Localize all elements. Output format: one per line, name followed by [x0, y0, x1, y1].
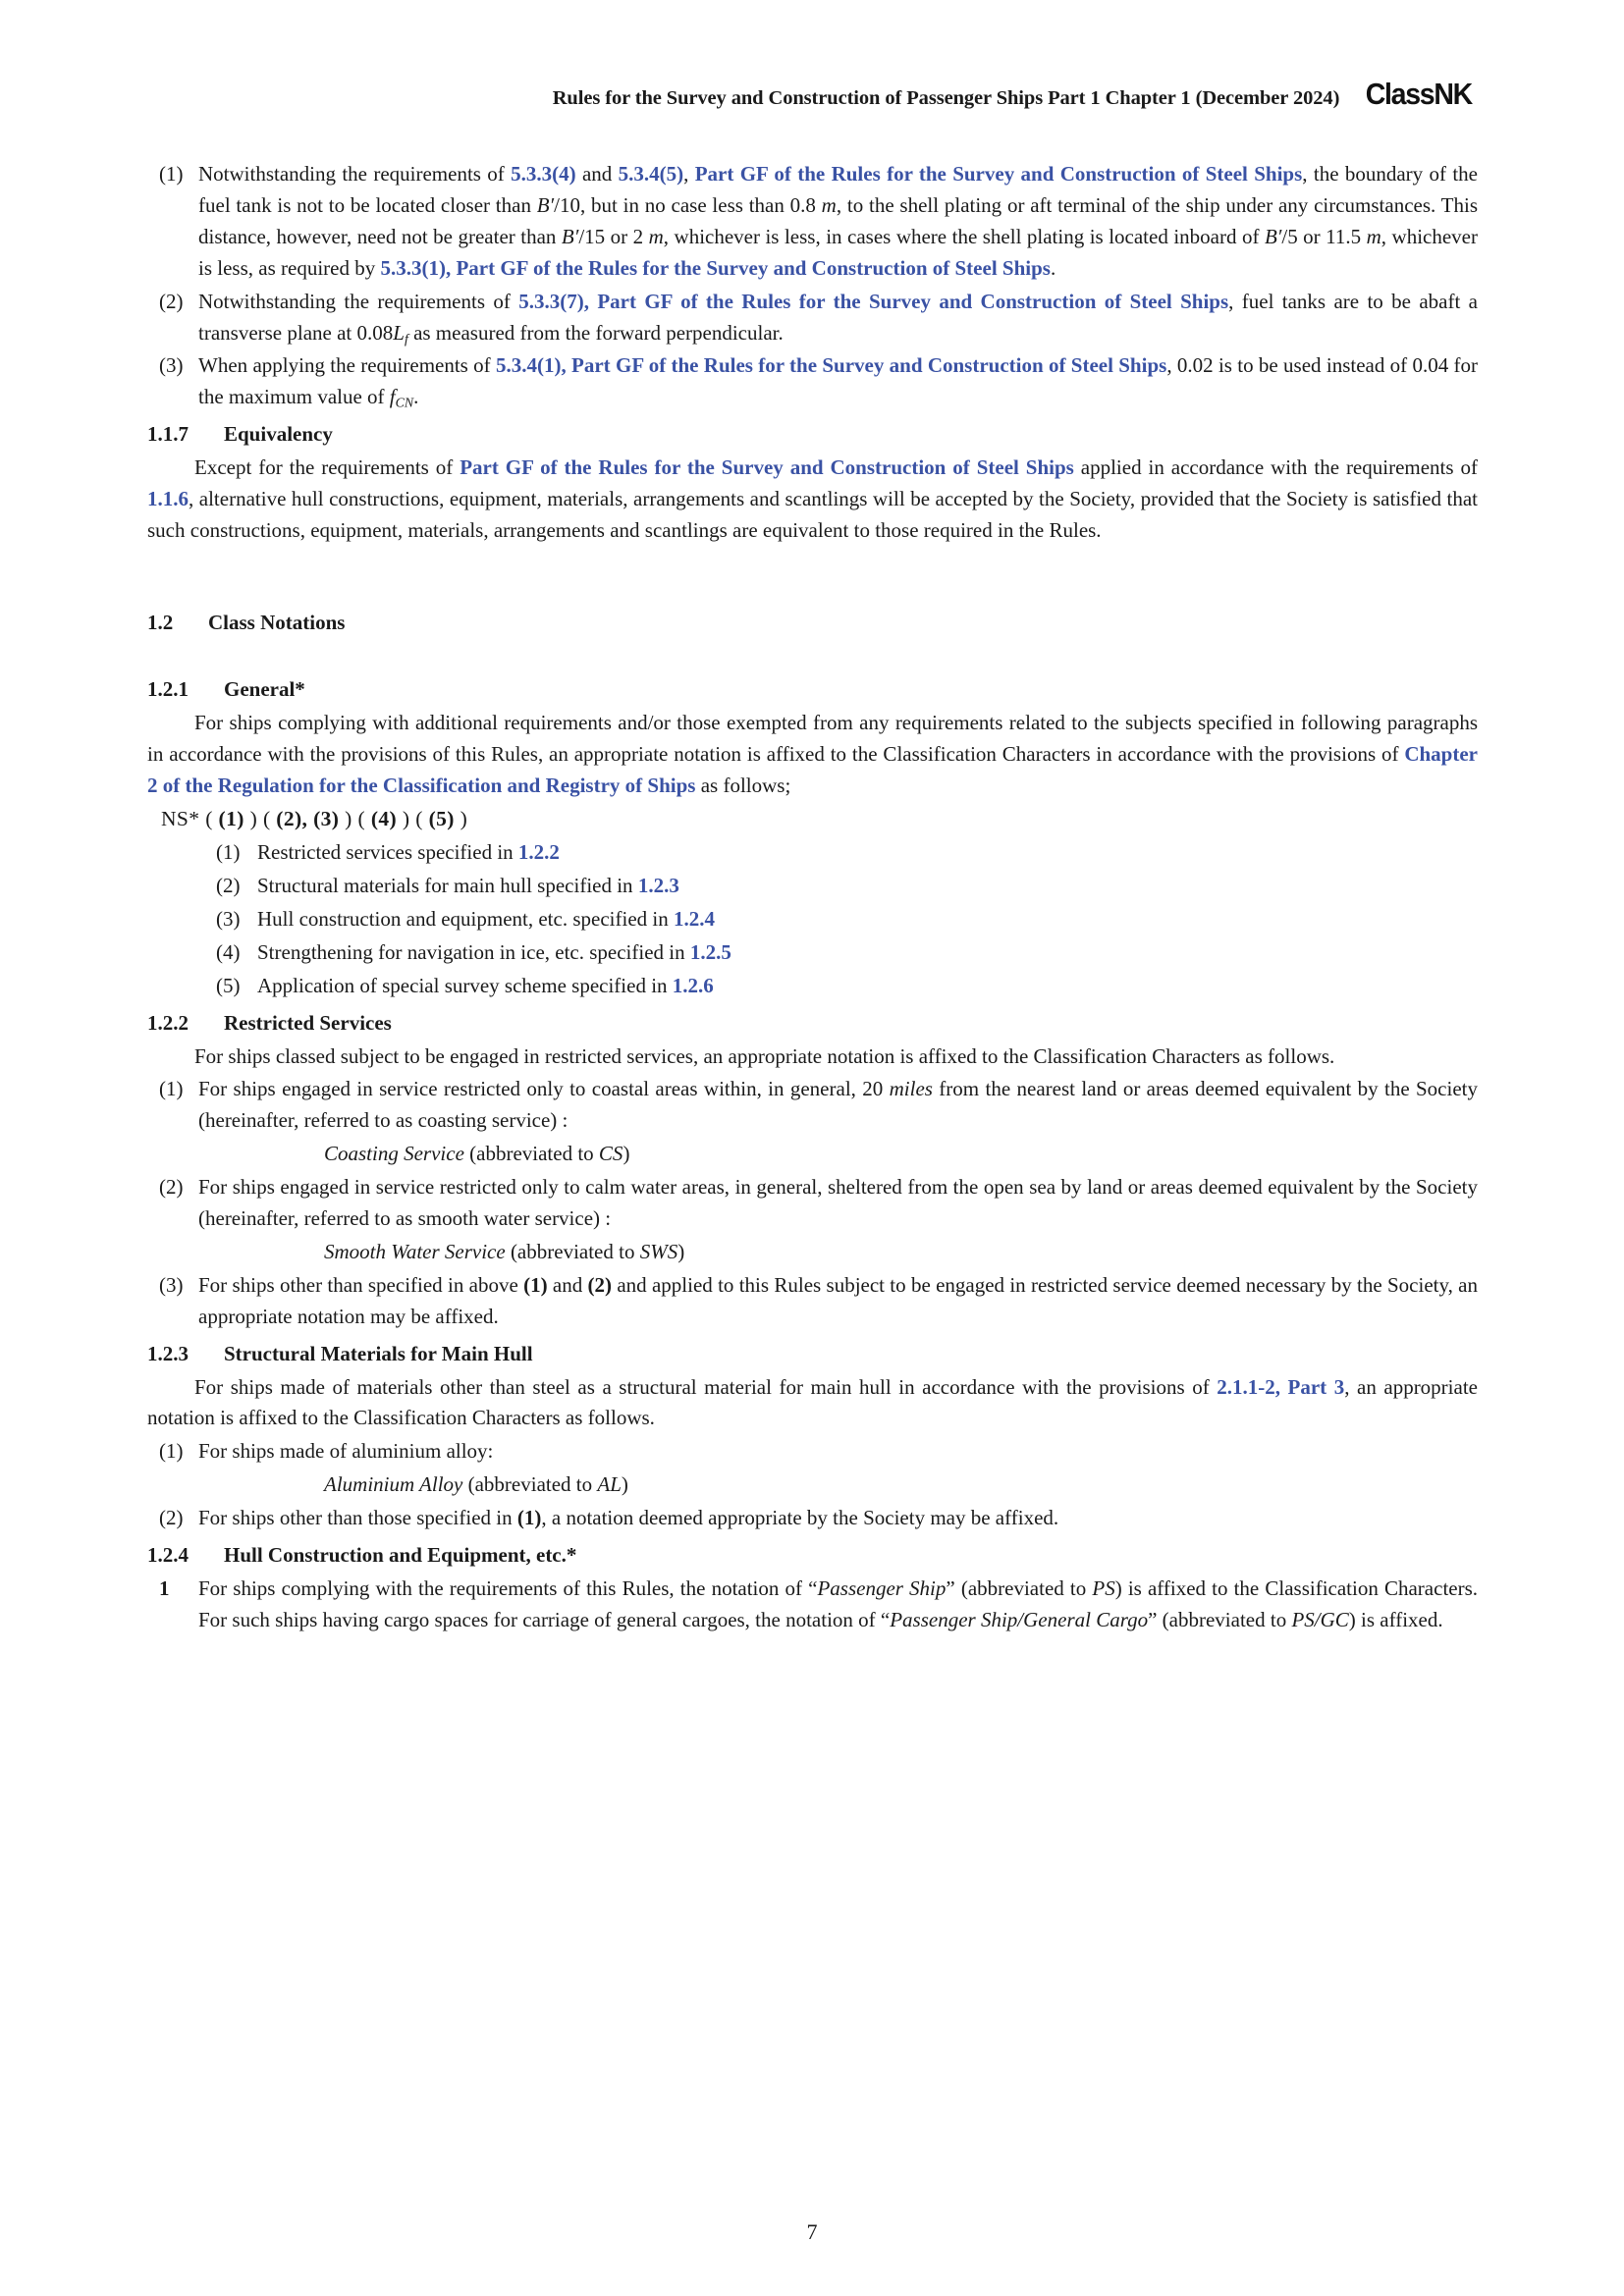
cross-reference-link[interactable]: Chapter 2 of the Regulation for the Classification and Registry of Ships — [147, 741, 1478, 797]
cross-reference-link[interactable]: 1.2.2 — [517, 840, 560, 865]
item-marker: (3) — [159, 1272, 184, 1297]
subscript: f — [404, 330, 408, 346]
list-item — [147, 350, 1478, 413]
italic-term: B′ — [1264, 224, 1282, 248]
text-run: For ships complying with the requirements of this Rules, the notation of “ — [198, 1576, 818, 1601]
text-run: ) — [677, 1239, 685, 1263]
text-run: . — [413, 385, 419, 409]
text-run: /15 or 2 — [578, 224, 649, 248]
paragraph-1-2-3 — [147, 1372, 1478, 1435]
italic-term: CS — [598, 1142, 623, 1166]
italic-term: Aluminium Alloy — [324, 1472, 463, 1497]
item-text — [198, 287, 1478, 349]
section-spacer — [147, 639, 1478, 668]
text-run: NS* ( — [161, 807, 219, 831]
heading-1-2 — [147, 608, 1478, 639]
item-marker: (2) — [159, 1506, 184, 1530]
cross-reference-link[interactable]: Part GF of the Rules for the Survey and Construction of Steel Ships — [694, 162, 1303, 186]
bold-term: (4) — [370, 807, 398, 831]
text-run: ) — [623, 1142, 630, 1166]
list-item — [147, 1270, 1478, 1333]
section-spacer — [147, 547, 1478, 602]
cross-reference-link[interactable]: 5.3.3(7), Part GF of the Rules for the Survey and Construction of Steel Ships — [518, 289, 1229, 313]
text-run: as measured from the forward perpendicular. — [407, 320, 784, 345]
item-marker: (2) — [216, 873, 241, 897]
item-text — [198, 350, 1478, 413]
classnk-logo: ClassNK — [1366, 77, 1473, 111]
text-run: For ships engaged in service restricted only to coastal areas within, in general, 20 — [198, 1077, 890, 1101]
item-marker: (2) — [159, 1175, 184, 1200]
heading-number: 1.2.3 — [147, 1341, 189, 1365]
heading-title: Restricted Services — [224, 1010, 392, 1035]
italic-term: Smooth Water Service — [324, 1239, 506, 1263]
item-marker: (5) — [216, 973, 241, 997]
text-run: For ships made of materials other than steel as a structural material for main hull in accordance with the provisions of — [194, 1374, 1218, 1399]
text-run: ) ( — [397, 807, 429, 831]
text-run: , alternative hull constructions, equipment, materials, arrangements and scantlings will be accepted by the Society, provided that the Society is satisfied that such constructions, equipment, materials, arrangements and scantlings are equivalent to those required in the Rules. — [147, 487, 1478, 542]
text-run: , to the shell plating or aft terminal of the ship under any circumstances. This distance, however, need not be greater than — [198, 192, 1479, 248]
text-run: (abbreviated to — [463, 1142, 599, 1166]
list-item — [147, 1074, 1478, 1137]
page-number: 7 — [806, 2219, 818, 2244]
text-run: Strengthening for navigation in ice, etc. specified in — [257, 939, 690, 964]
text-run: ) ( — [244, 807, 277, 831]
list-item — [147, 904, 1478, 935]
subscript: CN — [395, 395, 414, 410]
list-1-2-1 — [147, 837, 1478, 1002]
text-run: Structural materials for main hull specified in — [257, 873, 638, 897]
italic-term: f — [389, 385, 396, 409]
italic-term: Coasting Service — [324, 1142, 464, 1166]
text-run: Except for the requirements of — [194, 455, 460, 480]
item-text — [257, 971, 1478, 1002]
heading-title: Structural Materials for Main Hull — [224, 1341, 533, 1365]
italic-term: m — [648, 224, 664, 248]
text-run: Notwithstanding the requirements of — [198, 289, 519, 313]
header-title: Rules for the Survey and Construction of Passenger Ships Part 1 Chapter 1 (December 2024) — [552, 87, 1340, 109]
text-run: . — [1050, 255, 1056, 280]
paragraph-1-2-1 — [147, 708, 1478, 802]
item-marker: (1) — [159, 1439, 184, 1464]
class-notation-expression — [147, 803, 1478, 835]
abbreviation-coasting-service — [147, 1139, 1478, 1170]
text-run: , 0.02 is to be used instead of 0.04 for the maximum value of — [198, 353, 1479, 409]
text-run: For ships engaged in service restricted only to calm water areas, in general, sheltered from the open sea by land or areas deemed equivalent by the Society (hereinafter, referred to as smooth water service) : — [198, 1175, 1478, 1231]
bold-term: (1) — [516, 1506, 542, 1530]
cross-reference-link[interactable]: 1.2.5 — [689, 939, 731, 964]
text-run: (abbreviated to — [462, 1472, 598, 1497]
bold-term: (1) — [218, 807, 244, 831]
cross-reference-link[interactable]: 2.1.1-2, Part 3 — [1217, 1374, 1345, 1399]
italic-term: Passenger Ship/General Cargo — [890, 1607, 1149, 1631]
text-run: ) is affixed. — [1348, 1607, 1443, 1631]
list-item — [147, 971, 1478, 1002]
text-run: Application of special survey scheme specified in — [257, 973, 673, 997]
text-run: from the nearest land or areas deemed equivalent by the Society (hereinafter, referred to as coasting service) : — [198, 1077, 1478, 1133]
heading-title: Hull Construction and Equipment, etc.* — [224, 1543, 577, 1568]
list-item — [147, 1172, 1478, 1235]
page-footer — [0, 2219, 1624, 2245]
italic-term: PS — [1092, 1576, 1115, 1601]
heading-1-2-4 — [147, 1540, 1478, 1572]
text-run: ” (abbreviated to — [946, 1576, 1093, 1601]
list-item — [147, 871, 1478, 902]
list-item — [147, 937, 1478, 969]
italic-term: L — [393, 320, 405, 345]
text-run: , the boundary of the fuel tank is not to be located closer than — [198, 162, 1478, 217]
paragraph-1-2-2 — [147, 1041, 1478, 1073]
text-run: For ships complying with additional requirements and/or those exempted from any requirements related to the subjects specified in following paragraphs in accordance with the provisions of this Rules, an appropriate notation is affixed to the Classification Characters in accordance with the provisions of — [147, 710, 1478, 766]
italic-term: miles — [889, 1077, 933, 1101]
cross-reference-link[interactable]: 1.1.6 — [147, 487, 189, 511]
heading-title: Equivalency — [224, 422, 333, 447]
heading-1-2-1 — [147, 674, 1478, 706]
italic-term: m — [821, 192, 837, 217]
text-run: /10, but in no case less than 0.8 — [554, 192, 822, 217]
heading-1-2-3 — [147, 1339, 1478, 1370]
heading-number: 1.2.4 — [147, 1543, 189, 1568]
text-run: For ships other than those specified in — [198, 1506, 517, 1530]
text-run: Notwithstanding the requirements of — [198, 162, 512, 186]
italic-term: B′ — [536, 192, 555, 217]
item-text — [198, 1503, 1478, 1534]
paragraph-1-1-7 — [147, 453, 1478, 547]
text-run: ) is affixed to the Classification Characters. For such ships having cargo spaces for carriage of general cargoes, the notation of “ — [198, 1576, 1479, 1631]
heading-number: 1.2.1 — [147, 676, 189, 701]
item-marker: (1) — [159, 1077, 184, 1101]
text-run: ” (abbreviated to — [1148, 1607, 1292, 1631]
italic-term: AL — [597, 1472, 622, 1497]
heading-title: Class Notations — [208, 610, 346, 634]
text-run: , whichever is less, in cases where the shell plating is located inboard of — [663, 224, 1265, 248]
heading-number: 1.1.7 — [147, 422, 189, 447]
item-marker: (3) — [216, 906, 241, 931]
text-run: and — [575, 162, 619, 186]
text-run: For ships classed subject to be engaged in restricted services, an appropriate notation is affixed to the Classification Characters as follows. — [194, 1043, 1335, 1068]
text-run: ) — [454, 807, 468, 831]
text-run: When applying the requirements of — [198, 353, 496, 378]
text-run: , a notation deemed appropriate by the Society may be affixed. — [541, 1506, 1059, 1530]
cross-reference-link[interactable]: 5.3.3(4) — [511, 162, 576, 186]
numbered-paragraph-1 — [147, 1574, 1478, 1636]
text-run: and — [547, 1272, 588, 1297]
text-run: , — [683, 162, 695, 186]
item-marker: 1 — [159, 1576, 170, 1601]
item-text — [257, 837, 1478, 869]
cross-reference-link[interactable]: Part GF of the Rules for the Survey and Construction of Steel Ships — [460, 455, 1074, 480]
bold-term: (2) — [587, 1272, 613, 1297]
item-marker: (1) — [159, 162, 184, 186]
list-item — [147, 1436, 1478, 1468]
text-run: , whichever is less, as required by — [198, 224, 1478, 280]
cross-reference-link[interactable]: 1.2.6 — [672, 973, 714, 997]
cross-reference-link[interactable]: 1.2.3 — [637, 873, 679, 897]
italic-term: Passenger Ship — [817, 1576, 947, 1601]
text-run: (abbreviated to — [505, 1239, 640, 1263]
italic-term: PS/GC — [1291, 1607, 1349, 1631]
list-116 — [147, 159, 1478, 413]
item-text — [257, 904, 1478, 935]
italic-term: m — [1366, 224, 1381, 248]
text-run: as follows; — [695, 773, 791, 797]
item-marker: (1) — [216, 840, 241, 865]
cross-reference-link[interactable]: 5.3.3(1), Part GF of the Rules for the Survey and Construction of Steel Ships — [380, 255, 1051, 280]
heading-number: 1.2 — [147, 610, 174, 634]
text-run: , an appropriate notation is affixed to the Classification Characters as follows. — [147, 1374, 1478, 1430]
page-header — [0, 77, 1624, 112]
text-run: , fuel tanks are to be abaft a transverse plane at 0.08 — [198, 289, 1478, 345]
page-content — [147, 157, 1478, 1636]
heading-title: General* — [224, 676, 305, 701]
italic-term: B′ — [561, 224, 579, 248]
item-marker: (2) — [159, 289, 184, 313]
text-run: Restricted services specified in — [257, 840, 518, 865]
item-text — [198, 1436, 1478, 1468]
bold-term: (5) — [428, 807, 455, 831]
text-run: and applied to this Rules subject to be engaged in restricted service deemed necessary by the Society, an appropriate notation may be affixed. — [198, 1272, 1478, 1328]
list-item — [147, 287, 1478, 349]
text-run: /5 or 11.5 — [1281, 224, 1367, 248]
item-marker: (3) — [159, 353, 184, 378]
item-marker: (4) — [216, 939, 241, 964]
text-run: For ships other than specified in above — [198, 1272, 524, 1297]
item-text — [198, 1270, 1478, 1333]
abbreviation-smooth-water-service — [147, 1237, 1478, 1268]
heading-1-2-2 — [147, 1008, 1478, 1040]
item-text — [198, 1574, 1478, 1636]
abbreviation-aluminium-alloy — [147, 1469, 1478, 1501]
italic-term: SWS — [639, 1239, 678, 1263]
text-run: ) — [621, 1472, 628, 1497]
list-item — [147, 837, 1478, 869]
item-text — [198, 159, 1478, 285]
text-run: applied in accordance with the requirements of — [1073, 455, 1478, 480]
cross-reference-link[interactable]: 1.2.4 — [673, 906, 715, 931]
item-text — [198, 1172, 1478, 1235]
bold-term: (1) — [523, 1272, 548, 1297]
text-run: ) ( — [339, 807, 371, 831]
item-text — [257, 871, 1478, 902]
item-text — [198, 1074, 1478, 1137]
cross-reference-link[interactable]: 5.3.4(1), Part GF of the Rules for the Survey and Construction of Steel Ships — [495, 353, 1167, 378]
heading-1-1-7 — [147, 419, 1478, 451]
list-item — [147, 1503, 1478, 1534]
list-item — [147, 159, 1478, 285]
text-run: Hull construction and equipment, etc. specified in — [257, 906, 674, 931]
cross-reference-link[interactable]: 5.3.4(5) — [618, 162, 684, 186]
text-run: For ships made of aluminium alloy: — [198, 1439, 494, 1464]
heading-number: 1.2.2 — [147, 1010, 189, 1035]
item-text — [257, 937, 1478, 969]
bold-term: (2), (3) — [276, 807, 340, 831]
